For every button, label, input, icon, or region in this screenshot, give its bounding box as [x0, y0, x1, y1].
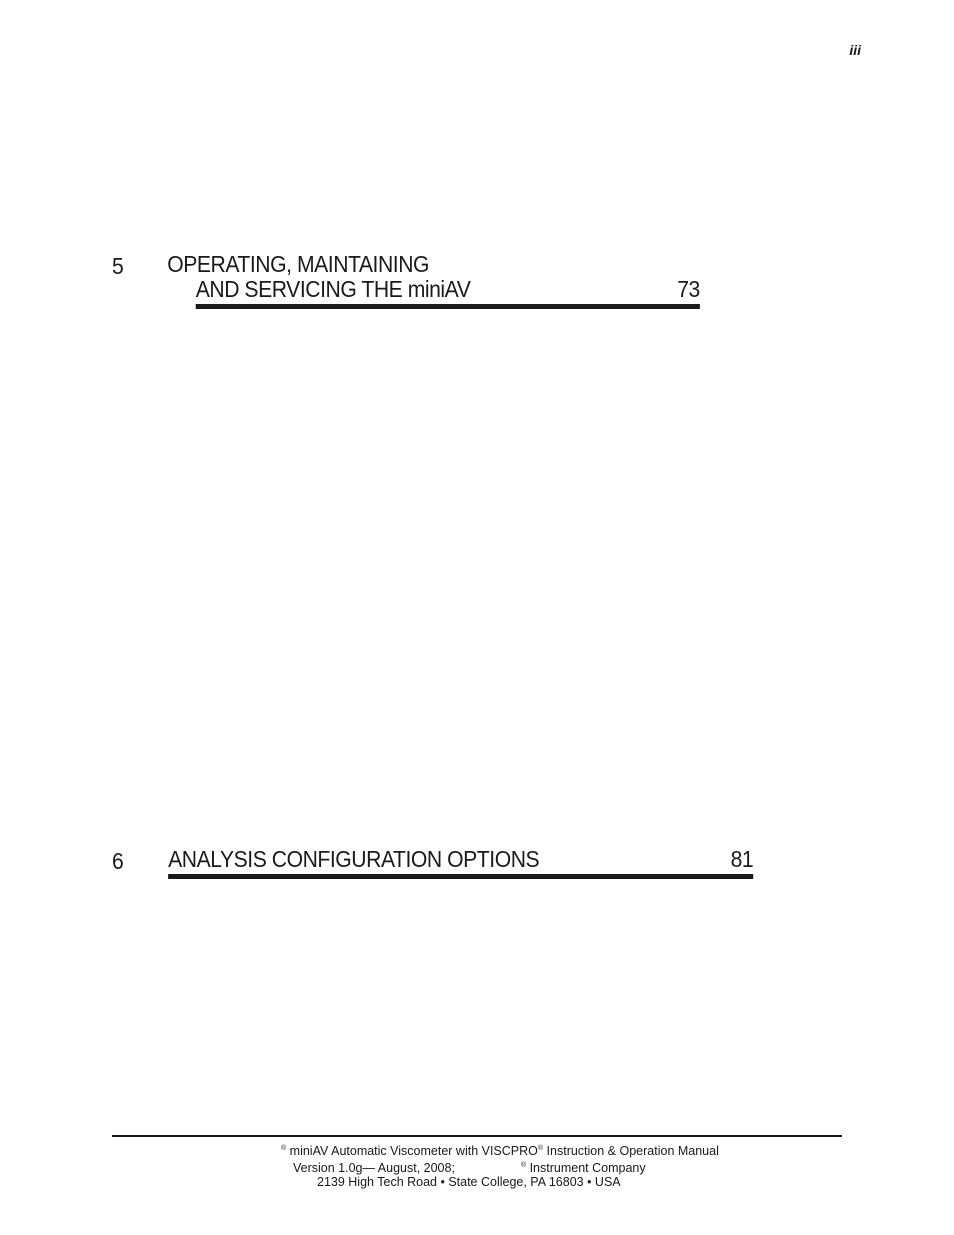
chapter-title-line2: AND SERVICING THE miniAV	[195, 276, 471, 302]
chapter-title-line1: OPERATING, MAINTAINING	[167, 251, 430, 277]
footer-version-date: Version 1.0g— August, 2008;	[293, 1161, 455, 1175]
toc-entry-chapter-6[interactable]	[112, 847, 767, 887]
footer-divider	[112, 1135, 842, 1137]
chapter-page-ref: 73	[677, 276, 700, 302]
page-number: iii	[849, 42, 861, 58]
chapter-title-row	[168, 847, 753, 879]
footer-product: miniAV Automatic Viscometer with VISCPRO	[289, 1144, 538, 1158]
chapter-page-ref: 81	[730, 846, 754, 872]
chapter-number: 5	[112, 253, 124, 279]
footer-manual-type: Instruction & Operation Manual	[546, 1144, 719, 1158]
toc-entry-chapter-5[interactable]	[112, 252, 710, 322]
registered-mark: ®	[281, 1145, 287, 1152]
chapter-title-row	[196, 277, 700, 309]
footer-company: Instrument Company	[529, 1161, 646, 1175]
footer-address: 2139 High Tech Road • State College, PA 16803 • USA	[317, 1175, 621, 1189]
registered-mark: ®	[520, 1162, 527, 1169]
chapter-number: 6	[112, 848, 124, 874]
registered-mark: ®	[537, 1145, 544, 1152]
chapter-title: ANALYSIS CONFIGURATION OPTIONS	[168, 846, 540, 872]
